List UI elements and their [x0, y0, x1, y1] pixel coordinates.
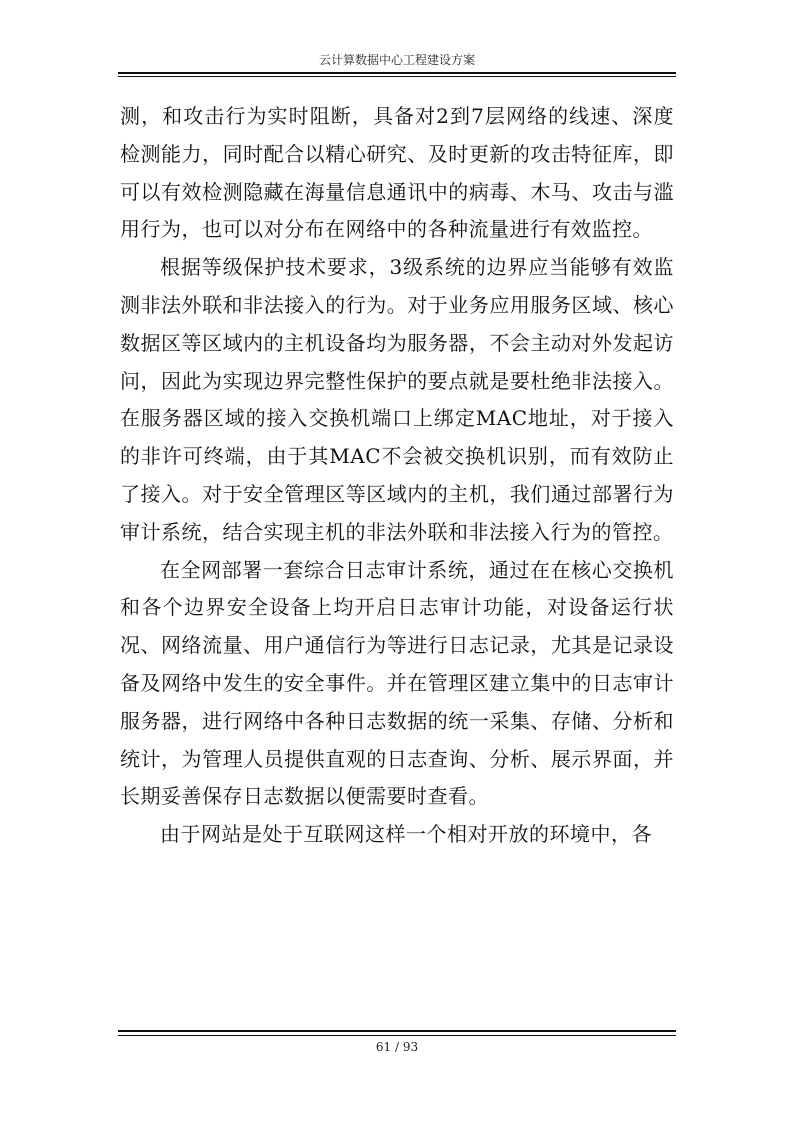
footer-rule-thin — [118, 1035, 676, 1036]
running-header-title: 云计算数据中心工程建设方案 — [318, 53, 475, 67]
header-rule-thin — [118, 76, 676, 77]
paragraph-continuation: 测，和攻击行为实时阻断，具备对2到7层网络的线速、深度检测能力，同时配合以精心研究、及时更新的攻击特征库，即可以有效检测隐藏在海量信息通讯中的病毒、木马、攻击与滥用行为，也可以对分布在网络中的各种流量进行有效监控。 — [120, 104, 674, 242]
paragraph-boundary-integrity: 根据等级保护技术要求，3级系统的边界应当能够有效监测非法外联和非法接入的行为。对于业务应用服务区域、核心数据区等区域内的主机设备均为服务器，不会主动对外发起访问，因此为实现边界完整性保护的要点就是要杜绝非法接入。在服务器区域的接入交换机端口上绑定MAC地址，对于接入的非许可终端，由于其MAC不会被交换机识别，而有效防止了接入。对于安全管理区等区域内的主机，我们通过部署行为审计系统，结合实现主机的非法外联和非法接入行为的管控。 — [120, 255, 674, 544]
page-number: 61 / 93 — [375, 1040, 419, 1054]
header-rule-thick — [118, 72, 676, 74]
document-body — [120, 98, 674, 854]
footer-rule-thick — [118, 1030, 676, 1032]
paragraph-log-audit: 在全网部署一套综合日志审计系统，通过在在核心交换机和各个边界安全设备上均开启日志审计功能，对设备运行状况、网络流量、用户通信行为等进行日志记录，尤其是记录设备及网络中发生的安全事件。并在管理区建立集中的日志审计服务器，进行网络中各种日志数据的统一采集、存储、分析和统计，为管理人员提供直观的日志查询、分析、展示界面，并长期妥善保存日志数据以便需要时查看。 — [120, 557, 674, 809]
paragraph-website-environment: 由于网站是处于互联网这样一个相对开放的环境中，各 — [160, 822, 652, 847]
